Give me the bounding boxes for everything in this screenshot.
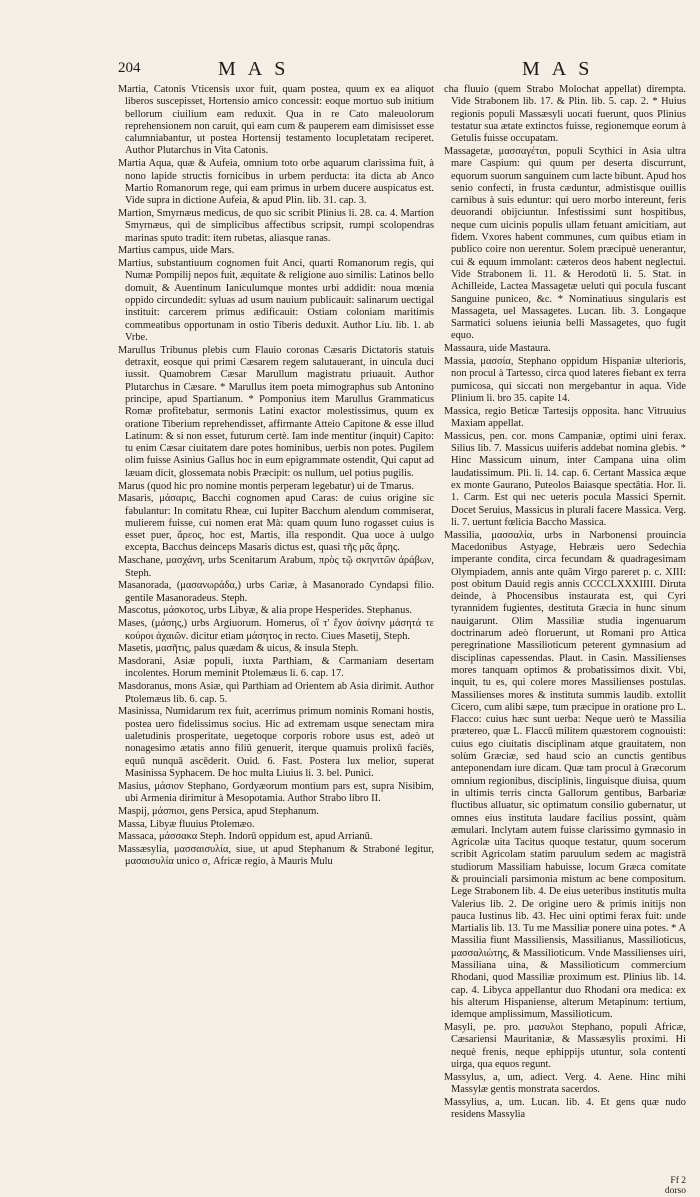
dictionary-entry: Masdorani, Asiæ populi, iuxta Parthiam, & Carmaniam desertam incolentes. Horum meminit Ptolemæus li. 6. cap. 17. (118, 656, 434, 680)
page-header (0, 58, 700, 82)
dictionary-entry: Mases, (μάσης,) urbs Argiuorum. Homerus, οἳ τ' ἔχον ἀσίνην μάσητά τε κούροι ἀχαιῶν. dicitur etiam μάσητος in recto. Ciues Masetij, Steph. (118, 618, 434, 642)
dictionary-entry: Martia Aqua, quæ & Aufeia, omnium toto orbe aquarum clarissima fuit, à nono lapide structis fornicibus in urbem perducta: ita dicta ab Anco Martio Romanorum rege, qui eam primus in urbem ducere auspicatus est. Vide supra in dictione Aufeia, & apud Plin. lib. 31. cap. 3. (118, 158, 434, 207)
dictionary-entry: Masdoranus, mons Asiæ, qui Parthiam ad Orientem ab Asia dirimit. Author Ptolemæus lib. 6. cap. 5. (118, 681, 434, 705)
dictionary-entry: Massæsylia, μασσαισυλία, siue, ut apud Stephanum & Straboné legitur, μασαισυλία unico σ, Africæ regio, à Mauris Mulu (118, 844, 434, 868)
dictionary-entry: Marus (quod hic pro nomine montis perperam legebatur) ui de Tmarus. (118, 480, 415, 492)
dictionary-entry: Masius, μάσιον Stephano, Gordyæorum montium pars est, supra Nisibim, ubi Armenia dirimitur à Mesopotamia. Author Strabo libro II. (118, 780, 434, 804)
dictionary-entry: Massica, regio Beticæ Tartesijs opposita. hanc Vitruuius Maxiam appellat. (444, 405, 686, 430)
dictionary-entry: Massylus, a, um, adiect. Verg. 4. Aene. Hinc mihi Massylæ gentis monstrata sacerdos. (444, 1071, 686, 1096)
dictionary-entry: Maschane, μασχάνη, urbs Scenitarum Arabum, πρὸς τῷ σκηνιτῶν ἀράβων, Steph. (118, 555, 434, 579)
signature-mark: Ff 2 (670, 1176, 686, 1186)
dictionary-entry: Martion, Smyrnæus medicus, de quo sic scribit Plinius li. 28. ca. 4. Martion Smyrnæus, qui de simplicibus affectibus scripsit, rumpi scolopendras marinas sputo tradit: item rubetas, aliasque ranas. (118, 207, 434, 244)
dictionary-entry: Masaris, μάσαρις, Bacchi cognomen apud Caras: de cuius origine sic fabulantur: In comitatu Rheæ, cui Iupiter Bacchum alendum commiserat, mulierem fuisse, cui nomen erat Mà: quam quum Iuno rogasset cuius is esset puer, ἄρεος, hoc est, Martis, illa respondit. Qua uoce à uulgo excepta, Bacchus deinceps Masaris dictus est, quasi τῆς μᾶς ἄρης. (118, 493, 434, 554)
dictionary-entry: Martius, substantiuum cognomen fuit Anci, quarti Romanorum regis, qui Numæ Pompilij nepos fuit, æquitate & religione auo similis: Latinos bello domuit, & Auentinum Ianiculumque montes urbi addidit: noua mœnia oppido circundedit: syluas ad usum nauium publicauit: salinarum uectigal instituit: carcerem primus ædificauit: Ostiam coloniam maritimis commeatibus opportunam in ostio Tiberis deduxit. Author Liu. lib. 1. ab Vrbe. (118, 258, 434, 343)
catchword: dorso (664, 1186, 686, 1196)
left-column (118, 84, 434, 869)
dictionary-entry: Massilia, μασσαλία, urbs in Narbonensi prouincia Macedonibus Astyage, Hebræis uero Sedechia imperante condita, circa fecundam & quadragesimam Olympiadem, annis ante quām Virgo pareret p. c. XIII: post obitum Dauid regis annis CCCCLXXXIIII. Diruta deinde, à Phocensibus instaurata est, qui Cyri tyrannidem fugientes, destituta Græcia in hunc sinum nauigarunt. Olim Massiliæ studia ingenuarum doctrinarum adeò floruerunt, ut Romani pro Attica peregrinatione Massilioticum peterent gymnasium ad disciplinas capessendas. Plaut. in Casin. Massilienses mores tanquam optimos & probatissimos dixit. Vbi, inquit, tu es, qui colere mores Massilienses postulas. Massilienses mores & instituta summis laudib. extollit Cicero, cum alibi sæpe, tum præcipue in oratione pro L. Flacco: cuius hæc sunt uerba: Neque uerò te Massilia prætereo, quæ L. Flaccū militem quæstorem cognouisti: cuius ego ciuitatis disciplinam atque grauitatem, non solùm Græciæ, sed haud scio an cunctis gentibus anteponendam iure dicam. Quæ tam procul à Græcorum omnium regionibus, disciplinis, linguisque diuisa, quum in ultimis terris cincta Gallorum gentibus, Barbariæ fluctibus alluatur, sic optimatum consilio gubernatur, ut omnes eius instituta laudare facilius possint, quàm æmulari. Inclytam autem fuisse clarissimo gymnasio in Agricolæ uita Tacitus quoque testatur, quum socerum scribit Agricolam statim paruulum sedem ac magistrā studiorum Massiliam habuisse, locum Græca comitate & prouinciali parsimonia mistum ac bene compositum. Lege Strabonem lib. 4. De eius ueteribus institutis multa Valerius lib. 2. De origine uero & primis initijs non pauca Iustinus lib. 43. Hec uini optimi ferax fuit: unde Martialis lib. 13. Tu me Massiliæ ponere uina potes. * A Massilia fiunt Massiliensis, Massilianus, Massilioticus, μασσαλιώτης, & Massilioticum. Vnde Massilienses uiri, Massiliana uina, & Massilioticum commercium Rhodani, quod Massiliæ proximum est. Plinius lib. 14. cap. 4. Libyca appellantur duo Rhodani ora medica: ex his alterum Hispaniense, alterum Metapinum: tertium, idemque amplissimum, Massilioticum. (444, 529, 686, 1021)
dictionary-entry: Masinissa, Numidarum rex fuit, acerrimus primum nominis Romani hostis, postea uero fidelissimus socius. Hic ad extremam usque senectam mira ualetudinis prosperitate, uegetoque corporis robore usus est, adeò ut nonagesimo ætatis anno filiū genuerit, iterque quamuis prolixū faciēs, equū nunquā ascēderit. Ouid. 6. Fast. Postera lux melior, superat Masinissa Syphacem. De hoc multa Liuius li. 3. bel. Punici. (118, 706, 434, 779)
dictionary-entry: Massa, Libyæ fluuius Ptolemæo. (118, 818, 255, 830)
dictionary-entry: Martius campus, uide Mars. (118, 245, 235, 257)
running-head-left: MAS (218, 58, 298, 80)
dictionary-entry: Martia, Catonis Vticensis uxor fuit, quam postea, quum ex ea aliquot liberos suscepisset, Hortensio amico concessit: eoque mortuo sub initium bellorum ciuilium eam reduxit. Qua in re Cato maleuolorum reprehensionem non caruit, qui eam cum & pauperem eam dimisisset esse calumniabantur, ut postea Hortensij testamento locupletatam reciperet. Author Plutarchus in Vita Catonis. (118, 84, 434, 157)
dictionary-entry: Massylius, a, um. Lucan. lib. 4. Et gens quæ nudo residens Massylia (444, 1096, 686, 1121)
dictionary-entry: Massagetæ, μασσαγέται, populi Scythici in Asia ultra mare Caspium: qui quum per deserta discurrunt, equorum suorum sanguinem cum lacte bibunt. Apud hos senio confecti, in frusta cæduntur, admistisque ouillis carnibus à suis eduntur: qui uero morbo intereunt, feris deuorandi obijciuntur. Infestissimi sunt hospitibus, neque cum uicinis populis ullam fetuant amicitiam, aut fidem. Vxores habent communes, cum quibus etiam in publico coire non uerentur. Solem præcipuè uenerantur, cui & equum immolant: cæteros deos habent neglectui. Vide Strabonem li. 11. & Herodotū li. 5. Stat. in Achilleide, Lactea Massagetæ ueluti qui pocula fuscant Sanguine puniceo, &c. * Nominatiuus singularis est Massageta, uel Massagetes. Lucan. lib. 3. Longaque Sarmatici soluens ieiunia belli Massagetes, quo fugit equo. (444, 145, 686, 342)
dictionary-entry: Massaura, uide Mastaura. (444, 343, 551, 355)
dictionary-entry: Masyli, pe. pro. μασυλοι Stephano, populi Africæ, Cæsariensi Mauritaniæ, & Massæsylis proximi. Hi nequè frenis, neque ephippijs utuntur, sola contenti uirga, qua equos regunt. (444, 1022, 686, 1070)
dictionary-entry: Masanorada, (μασανωράδα,) urbs Cariæ, à Masanorado Cyndapsi filio. gentile Masanoradeus. Steph. (118, 580, 434, 604)
dictionary-entry: cha fluuio (quem Strabo Molochat appellat) dirempta. Vide Strabonem lib. 17. & Plin. lib. 5. cap. 2. * Huius regionis populi Massæsyli uocati fuerunt, quos Plinius testatur sua ætate extinctos fuisse, regionemque eorum à Getulis fuisse occupatam. (444, 84, 686, 145)
dictionary-entry: Marullus Tribunus plebis cum Flauio coronas Cæsaris Dictatoris statuis detraxit, eosque qui primi Cæsarem regem salutauerant, in uincula duci iussit. Quamobrem Cæsar Marullum magistratu priuauit. Author Plutarchus in Cæsare. * Marullus item poeta mimographus sub Antonino principe, apud Spartianum. * Pomponius item Marullus Grammaticus Romæ profitebatur, sermonis Latini exactor molestissimus, quum ex oratione Tiberium reprehendisset, affirmante Atteio Capitone & esse illud Latinum: & si non esset, futurum certè. Iam inde mentitur (inquit) Capito: tu enim Cæsar ciuitatem dare potes hominibus, uerbis non potes. Pugilem olim fuisse Asinius Gallus hoc in eum epigrammate ostendit, Qui caput ad læuam dicit, glossemata nobis Præcipit: os nullum, uel potius pugilis. (118, 344, 434, 479)
running-head-right: MAS (522, 58, 602, 80)
right-column (444, 84, 686, 1122)
dictionary-entry: Massia, μασσία, Stephano oppidum Hispaniæ ulterioris, non procul à Tartesso, circa quod lateres fiebant ex terra pumicosa, qui siccati non mergebantur in aqua. Vide Plinium li. bro 35. capite 14. (444, 356, 686, 404)
dictionary-entry: Massicus, pen. cor. mons Campaniæ, optimi uini ferax. Silius lib. 7. Massicus uuiferis addebat nomina glebis. * Hinc Massicum uinum, inter Campana uina olim laudatissimum. Pli. li. 14. cap. 6. Certant Massica æque ex monte Gaurano, Puteolos Baiasque spectātia. Hor. li. 1. Carm. Est qui nec ueteris pocula Massici Spernit. Docet Seruius, Massicus in plurali facere Massica. Verg. li. 7. uertunt fœlicia Baccho Massica. (444, 430, 686, 528)
dictionary-entry: Maspij, μάσπιοι, gens Persica, apud Stephanum. (118, 805, 319, 817)
dictionary-entry: Massaca, μάσσακα Steph. Indorū oppidum est, apud Arrianū. (118, 831, 373, 843)
dictionary-entry: Mascotus, μάσκοτος, urbs Libyæ, & alia prope Hesperides. Stephanus. (118, 605, 412, 617)
dictionary-entry: Masetis, μασῆτις, palus quædam & uicus, & insula Steph. (118, 643, 359, 655)
page-number: 204 (118, 60, 141, 76)
